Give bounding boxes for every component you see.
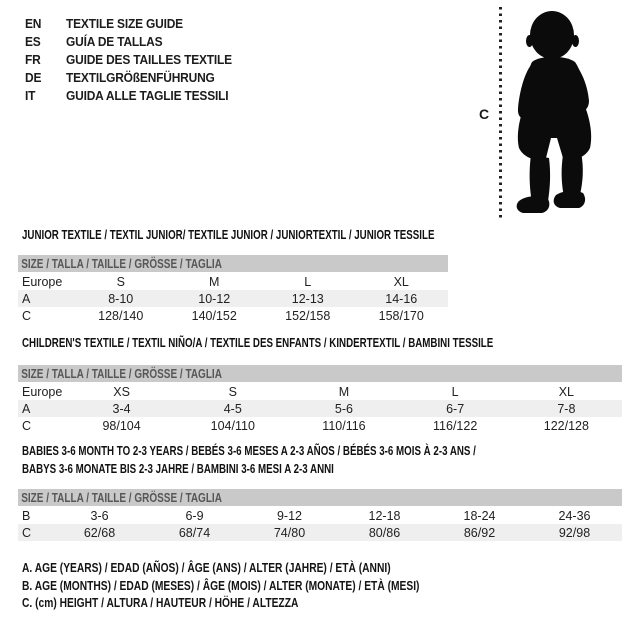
size-value: 140/152 (191, 308, 237, 323)
size-value: 68/74 (147, 524, 242, 541)
size-value: 116/122 (433, 418, 478, 433)
size-header-label: SIZE / TALLA / TAILLE / GRÖSSE / TAGLIA (21, 256, 222, 271)
size-header-label: SIZE / TALLA / TAILLE / GRÖSSE / TAGLIA (21, 490, 222, 505)
size-header-row (18, 365, 622, 383)
size-value: 10-12 (168, 290, 262, 307)
size-value: 8-10 (74, 290, 168, 307)
size-value: 104/110 (210, 418, 255, 433)
language-row (25, 68, 246, 86)
row-label: Europe (22, 384, 63, 399)
language-code: EN (25, 15, 42, 31)
row-label: C (22, 308, 32, 323)
row-label: C (18, 524, 52, 541)
size-value: 6-7 (400, 400, 511, 417)
row-label: C (22, 418, 32, 433)
language-row (25, 86, 246, 104)
language-title: TEXTILGRÖßENFÜHRUNG (66, 69, 215, 85)
height-measure-dotted-line (499, 7, 502, 218)
size-value: 5-6 (288, 400, 399, 417)
size-value: 74/80 (242, 524, 337, 541)
size-value: 98/104 (102, 418, 141, 433)
table-row (18, 507, 622, 525)
size-value: L (451, 384, 459, 399)
footnote-b: B. AGE (MONTHS) / EDAD (MESES) / ÂGE (MOIS) / ALTER (MONATE) / ETÀ (MESI) (22, 578, 420, 593)
size-value: 12-18 (368, 508, 401, 523)
size-value: 7-8 (511, 400, 622, 417)
size-value: S (228, 384, 237, 399)
height-measure-label: C (479, 106, 490, 122)
size-header-bar (18, 489, 622, 507)
row-label: A (18, 290, 74, 307)
row-label: A (18, 400, 66, 417)
row-label: Europe (22, 274, 63, 289)
table-row (18, 383, 622, 401)
size-value: 80/86 (337, 524, 432, 541)
language-row (25, 14, 246, 32)
table-row (18, 290, 448, 307)
size-value: 6-9 (185, 508, 204, 523)
language-title: TEXTILE SIZE GUIDE (66, 15, 183, 31)
table-row (18, 273, 448, 291)
size-value: 9-12 (276, 508, 303, 523)
size-value: 92/98 (527, 524, 622, 541)
size-header-row (18, 489, 622, 507)
size-header-bar (18, 365, 622, 383)
children-size-table (18, 365, 622, 434)
table-row (18, 307, 448, 324)
size-value: 128/140 (98, 308, 144, 323)
row-label: B (22, 508, 31, 523)
table-row (18, 524, 622, 541)
size-value: 110/116 (322, 418, 366, 433)
language-list (25, 14, 246, 104)
language-code: FR (25, 51, 41, 67)
language-title: GUIDE DES TAILLES TEXTILE (66, 51, 232, 67)
size-value: M (338, 384, 350, 399)
language-row (25, 50, 246, 68)
size-value: L (304, 274, 312, 289)
size-value: 122/128 (543, 418, 589, 433)
size-value: XL (393, 274, 409, 289)
toddler-silhouette-image (506, 8, 602, 218)
size-value: 4-5 (177, 400, 288, 417)
size-value: 14-16 (355, 290, 449, 307)
footnote-a: A. AGE (YEARS) / EDAD (AÑOS) / ÂGE (ANS) / ALTER (JAHRE) / ETÀ (ANNI) (22, 561, 391, 575)
size-value: 86/92 (432, 524, 527, 541)
babies-table-title-line2: BABYS 3-6 MONATE BIS 2-3 JAHRE / BAMBINI 3-6 MESI A 2-3 ANNI (22, 462, 334, 476)
babies-size-table (18, 489, 622, 541)
language-code: DE (25, 69, 42, 85)
size-header-row (18, 255, 448, 273)
size-value: 158/170 (378, 308, 424, 323)
table-row (18, 400, 622, 417)
junior-size-table (18, 255, 448, 324)
children-table-title: CHILDREN'S TEXTILE / TEXTIL NIÑO/A / TEXTILE DES ENFANTS / KINDERTEXTIL / BAMBINI TESSILE (22, 336, 494, 350)
size-value: M (209, 274, 220, 289)
table-row (18, 417, 622, 434)
size-value: S (116, 274, 125, 289)
size-value: 3-4 (66, 400, 177, 417)
size-value: XL (558, 384, 575, 399)
size-value: XS (113, 384, 130, 399)
language-title: GUÍA DE TALLAS (66, 33, 163, 49)
size-value: 62/68 (52, 524, 147, 541)
size-value: 24-36 (558, 508, 591, 523)
footnote-c: C. (cm) HEIGHT / ALTURA / HAUTEUR / HÖHE / ALTEZZA (22, 596, 299, 610)
size-header-bar (18, 255, 448, 273)
footnotes (22, 561, 507, 614)
size-value: 18-24 (463, 508, 496, 523)
size-value: 12-13 (261, 290, 355, 307)
language-row (25, 32, 246, 50)
size-value: 3-6 (90, 508, 109, 523)
size-value: 152/158 (285, 308, 331, 323)
size-header-label: SIZE / TALLA / TAILLE / GRÖSSE / TAGLIA (21, 366, 222, 381)
language-title: GUIDA ALLE TAGLIE TESSILI (66, 87, 229, 103)
language-code: IT (25, 87, 36, 103)
junior-table-title: JUNIOR TEXTILE / TEXTIL JUNIOR/ TEXTILE JUNIOR / JUNIORTEXTIL / JUNIOR TESSILE (22, 228, 435, 242)
language-code: ES (25, 33, 41, 49)
babies-table-title-line1: BABIES 3-6 MONTH TO 2-3 YEARS / BEBÉS 3-6 MESES A 2-3 AÑOS / BÉBÉS 3-6 MOIS À 2-3 ANS / (22, 444, 476, 458)
